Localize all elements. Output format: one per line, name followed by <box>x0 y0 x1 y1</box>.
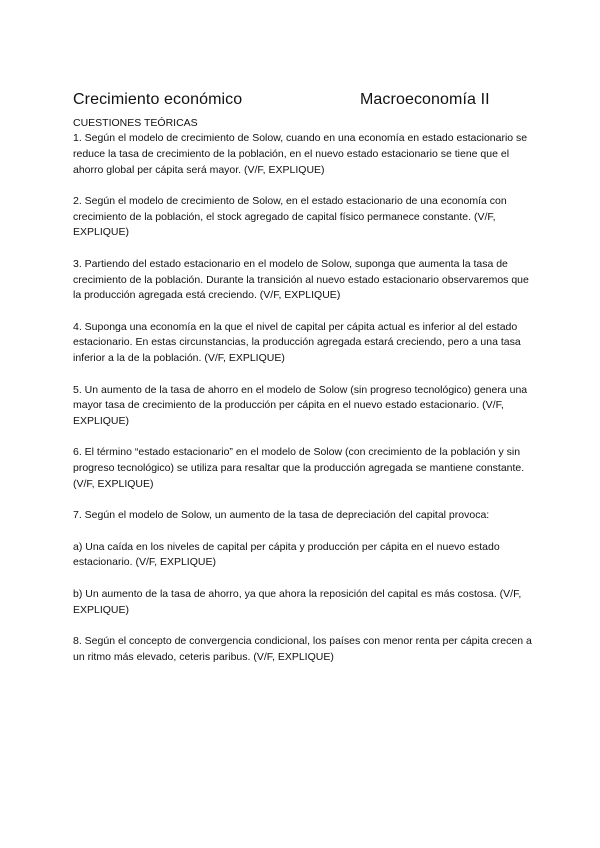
question-2: 2. Según el modelo de crecimiento de Solow, en el estado estacionario de una economía con crecimiento de la población, el stock agregado de capital físico permanece constante. (V/F, EXPLIQUE) <box>73 194 507 239</box>
question-7b: b) Un aumento de la tasa de ahorro, ya que ahora la reposición del capital es más costosa. (V/F, EXPLIQUE) <box>73 587 522 616</box>
question-7: 7. Según el modelo de Solow, un aumento de la tasa de depreciación del capital provoca: <box>73 509 490 522</box>
question-5: 5. Un aumento de la tasa de ahorro en el modelo de Solow (sin progreso tecnológico) genera una mayor tasa de crecimiento de la producción per cápita en el nuevo estado estacionario. (V/F, EXPLIQUE) <box>73 383 528 428</box>
course-title: Macroeconomía II <box>360 91 490 108</box>
question-3: 3. Partiendo del estado estacionario en el modelo de Solow, suponga que aumenta la tasa de crecimiento de la población. Durante la transición al nuevo estado estacionario observaremos que la producción agregada está creciendo. (V/F, EXPLIQUE) <box>73 257 529 302</box>
section-heading: CUESTIONES TEÓRICAS <box>73 117 198 129</box>
document-title: Crecimiento económico <box>73 91 243 108</box>
question-8: 8. Según el concepto de convergencia condicional, los países con menor renta per cápita crecen a un ritmo más elevado, ceteris paribus. (V/F, EXPLIQUE) <box>73 634 532 663</box>
question-4: 4. Suponga una economía en la que el nivel de capital per cápita actual es inferior al del estado estacionario. En estas circunstancias, la producción agregada estará creciendo, pero a una tasa inferior a la de la población. (V/F, EXPLIQUE) <box>73 320 521 365</box>
page-header <box>73 91 533 113</box>
question-6: 6. El término “estado estacionario” en el modelo de Solow (con crecimiento de la población y sin progreso tecnológico) se utiliza para resaltar que la producción agregada se mantiene constante. (V/F, EXPLIQUE) <box>73 446 525 491</box>
question-1: 1. Según el modelo de crecimiento de Solow, cuando en una economía en estado estacionario se reduce la tasa de crecimiento de la población, en el nuevo estado estacionario se tiene que el ahorro global per cápita será mayor. (V/F, EXPLIQUE) <box>73 132 528 176</box>
questions-list <box>73 131 533 681</box>
question-7a: a) Una caída en los niveles de capital per cápita y producción per cápita en el nuevo estado estacionario. (V/F, EXPLIQUE) <box>73 540 500 569</box>
